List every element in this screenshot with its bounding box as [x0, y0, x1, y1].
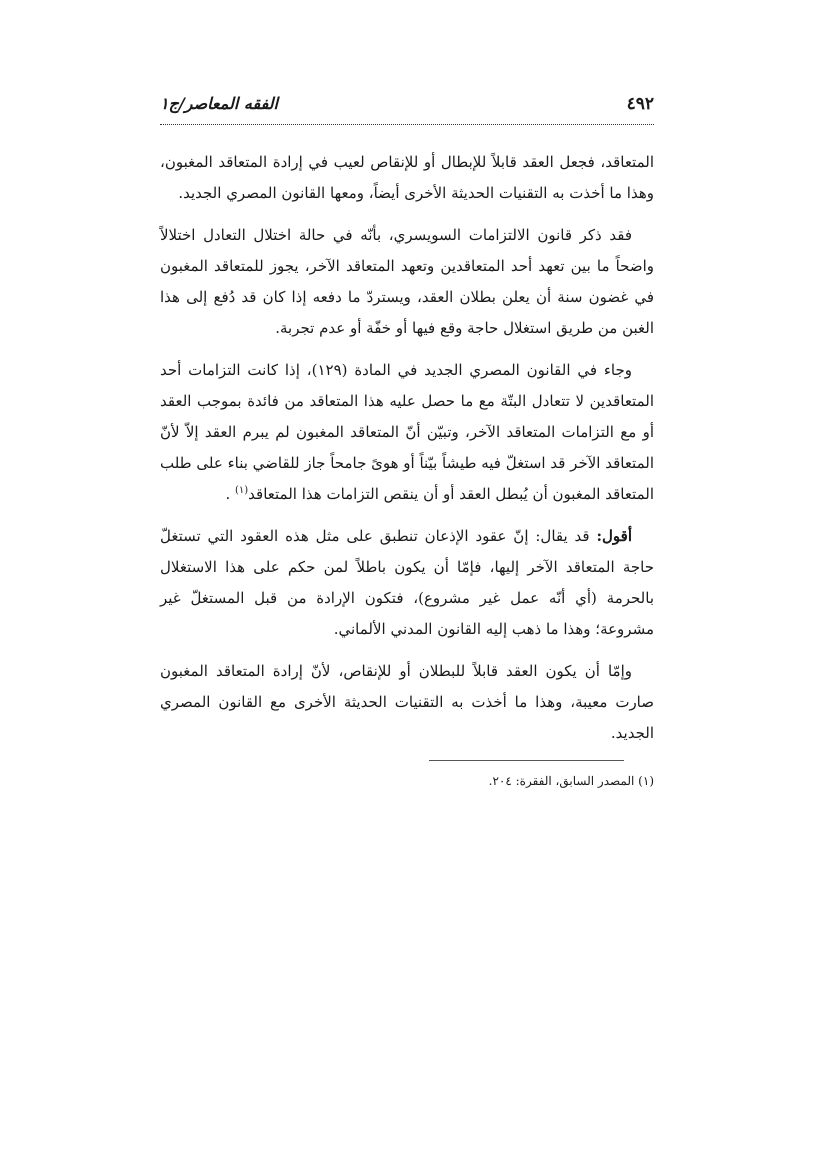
body-text — [160, 147, 654, 749]
running-header — [160, 92, 654, 125]
footnote-divider — [429, 760, 624, 761]
paragraph-text: وإمّا أن يكون العقد قابلاً للبطلان أو للإنقاص، لأنّ إرادة المتعاقد المغبون صارت معيبة، وهذا ما أخذت به التقنيات الحديثة الأخرى مع القانون المصري الجديد. — [160, 662, 654, 742]
page-number: ٤٩٢ — [626, 94, 654, 114]
paragraph-ending: . — [225, 485, 235, 503]
paragraph-text: وجاء في القانون المصري الجديد في المادة (١٢٩)، إذا كانت التزامات أحد المتعاقدين لا تتعادل البتّة مع ما حصل عليه هذا المتعاقد من فائدة بموجب العقد أو مع التزامات المتعاقد الآخر، وتبيّن أنّ المتعاقد المغبون لم يبرم العقد إلاّ لأنّ المتعاقد الآخر قد استغلّ فيه طيشاً بيّناً أو هوىً جامحاً جاز للقاضي بناء على طلب المتعاقد المغبون أن يُبطل العقد أو أن ينقص التزامات هذا المتعاقد — [159, 361, 654, 503]
paragraph — [160, 521, 654, 645]
paragraph — [160, 355, 654, 510]
paragraph-text: فقد ذكر قانون الالتزامات السويسري، بأنّه في حالة اختلال التعادل اختلالاً واضحاً ما بين تعهد أحد المتعاقدين وتعهد المتعاقد الآخر، يجوز للمتعاقد المغبون في غضون سنة أن يعلن بطلان العقد، ويستردّ ما دفعه إذا كان قد دُفع إلى هذا الغبن من طريق استغلال حاجة وقع فيها أو خفّة أو عدم تجربة. — [160, 226, 654, 337]
paragraph-lead-word: أقول: — [596, 527, 632, 545]
footnote: (١) المصدر السابق، الفقرة: ٢٠٤. — [488, 774, 654, 788]
book-title: الفقه المعاصر/ج١ — [160, 94, 278, 113]
paragraph-text: قد يقال: إنّ عقود الإذعان تنطبق على مثل هذه العقود التي تستغلّ حاجة المتعاقد الآخر إليها، فإمّا أن يكون باطلاً لمن حكم على هذا الاستغلال بالحرمة (أي أنّه عمل غير مشروع)، فتكون الإرادة من قبل المستغلّ غير مشروعة؛ وهذا ما ذهب إليه القانون المدني الألماني. — [160, 527, 654, 638]
paragraph — [160, 147, 654, 209]
paragraph — [160, 656, 654, 749]
document-page — [160, 92, 654, 791]
footnote-reference: (١) — [234, 485, 249, 496]
paragraph — [160, 220, 654, 344]
paragraph-text: المتعاقد، فجعل العقد قابلاً للإبطال أو للإنقاص لعيب في إرادة المتعاقد المغبون، وهذا ما أخذت به التقنيات الحديثة الأخرى أيضاً، ومعها القانون المصري الجديد. — [160, 153, 654, 202]
